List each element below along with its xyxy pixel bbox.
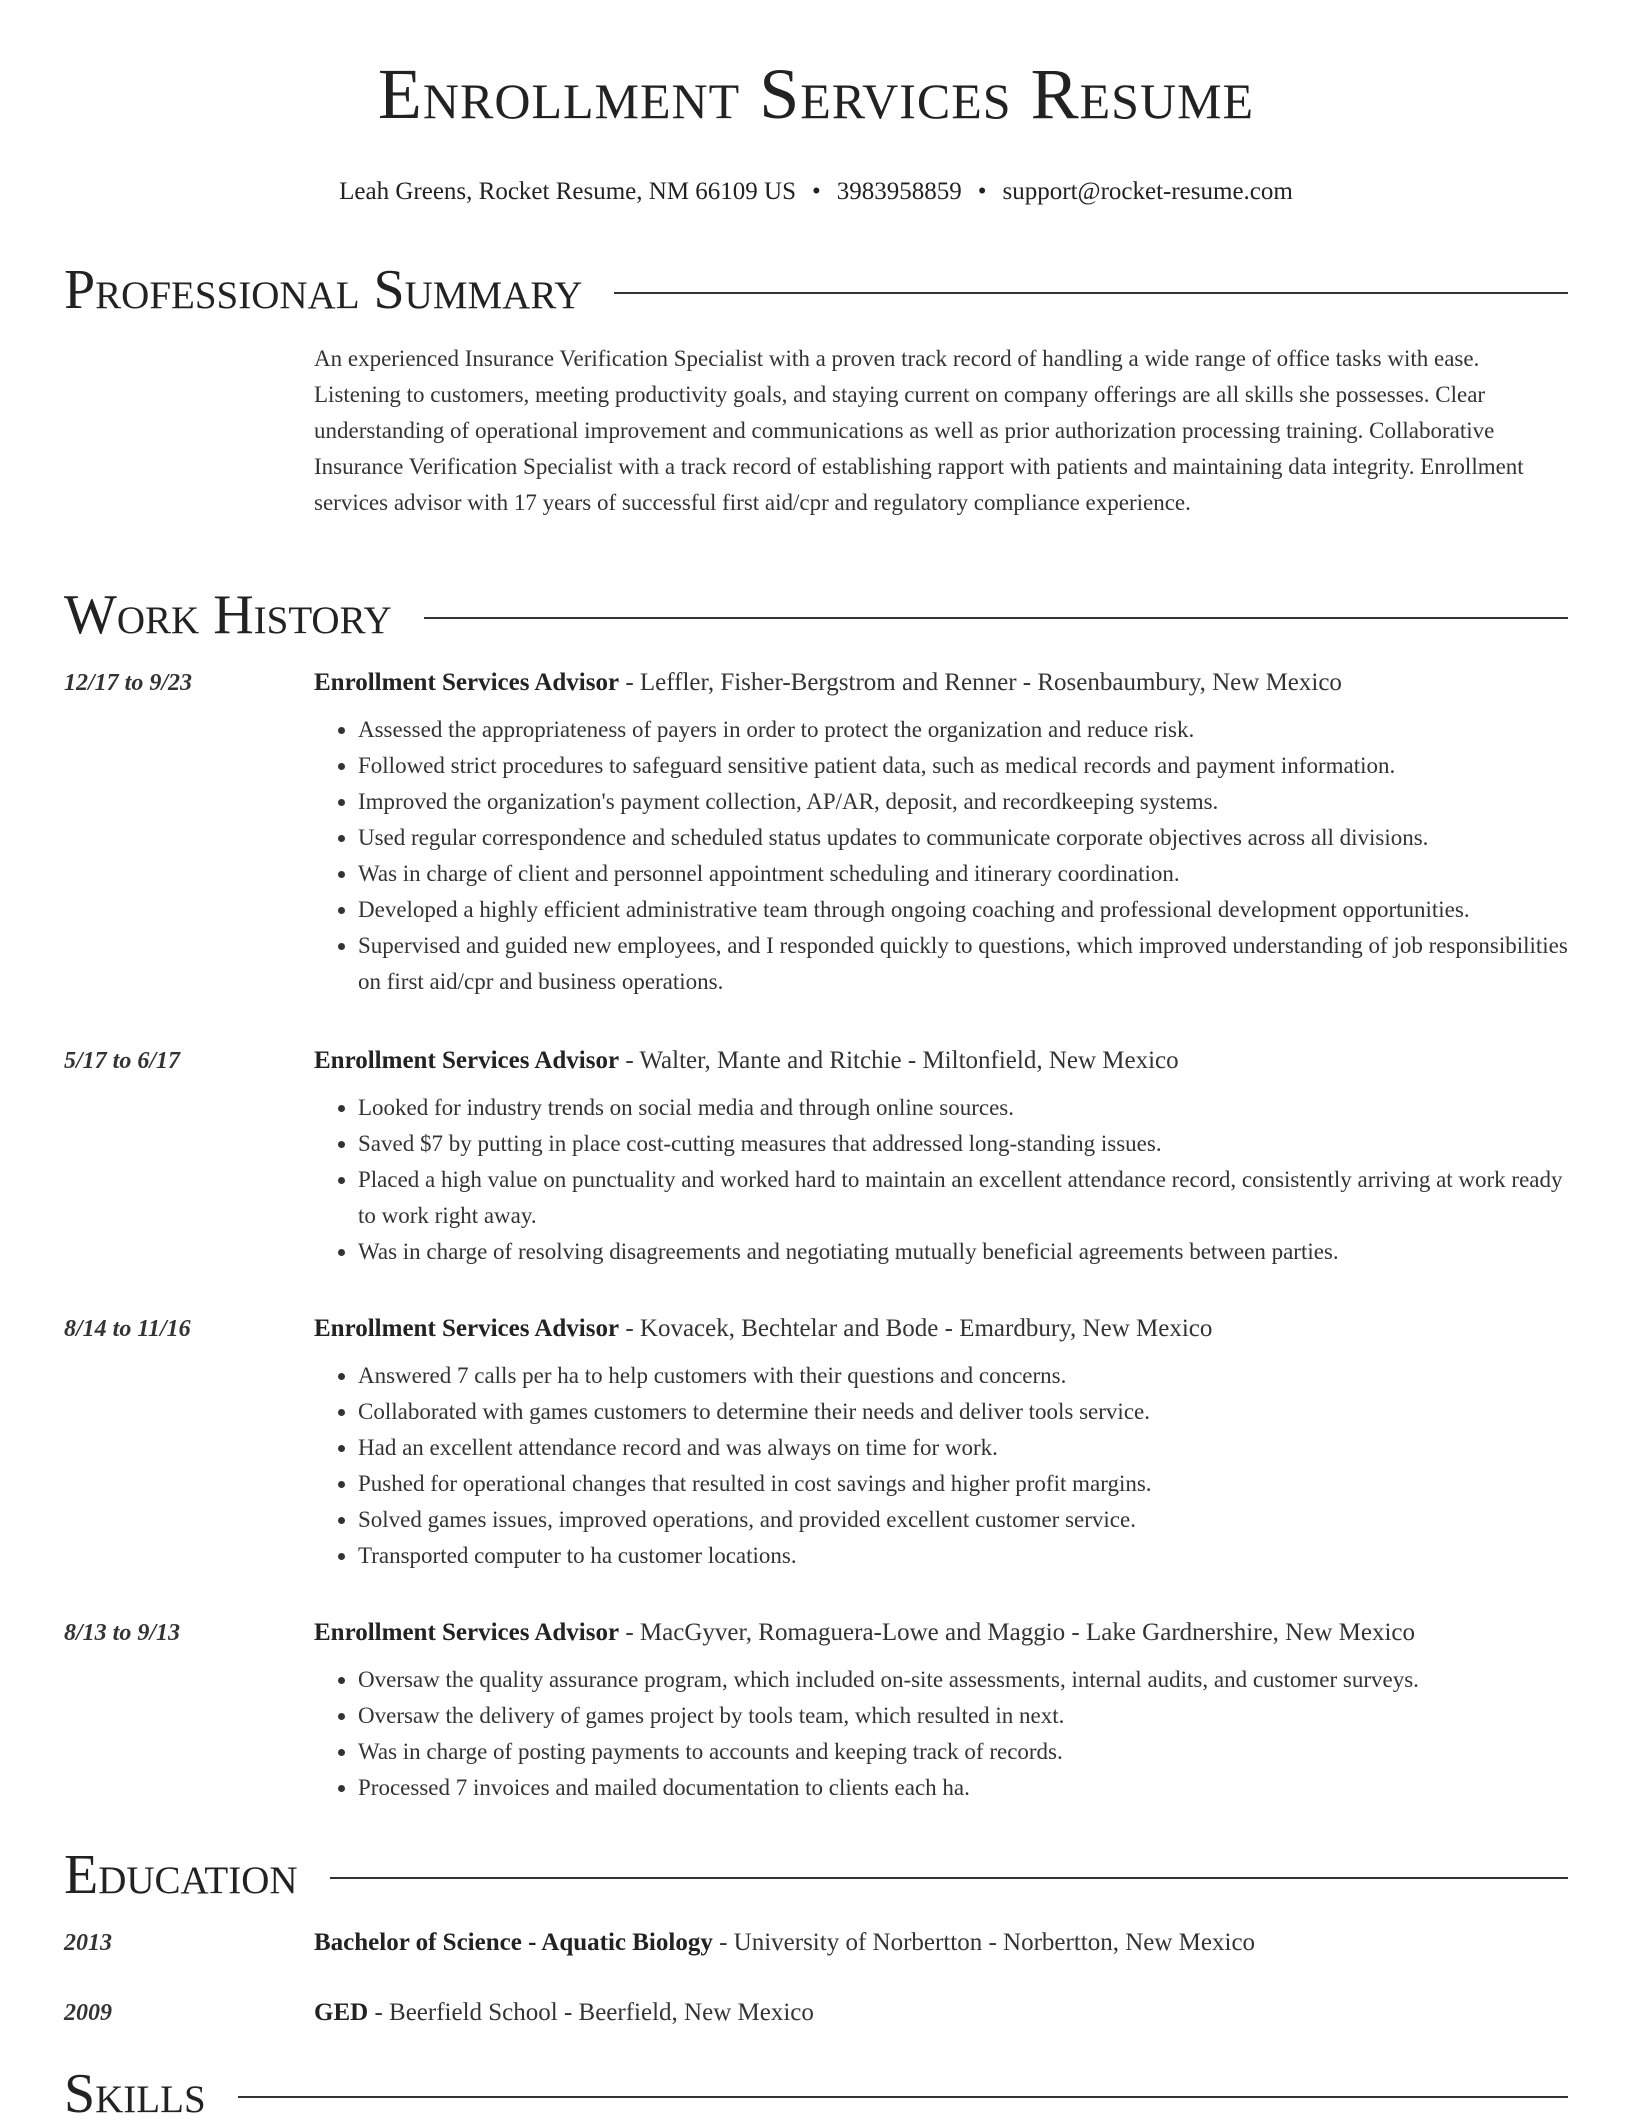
summary-text: An experienced Insurance Verification Specialist with a proven track record of handling a wide range of office tasks with ease. Listening to customers, meeting productivity goals, and staying current on company offerings are all skills she possesses. Clear understanding of operational improvement and communications as well as prior authorization processing training. Collaborative Insurance Verification Specialist with a track record of establishing rapport with patients and maintaining data integrity. Enrollment services advisor with 17 years of successful first aid/cpr and regulatory compliance experience.: [314, 346, 1524, 515]
job-details: - MacGyver, Romaguera-Lowe and Maggio - Lake Gardnershire, New Mexico: [619, 1619, 1416, 1646]
job-title: Enrollment Services Advisor: [314, 1047, 620, 1074]
section-divider: [424, 617, 1568, 619]
job-dates: 8/14 to 11/16: [64, 1316, 191, 1342]
section-divider: [238, 2096, 1568, 2098]
job-entry: [64, 1618, 1568, 1806]
list-item: • Had an excellent attendance record and was always on time for work.: [358, 1430, 1568, 1466]
list-item: • Developed a highly efficient administrative team through ongoing coaching and professional development opportunities.: [358, 892, 1568, 928]
list-item: • Was in charge of posting payments to accounts and keeping track of records.: [358, 1734, 1568, 1770]
education-entry: [64, 1998, 1568, 2028]
section-divider: [330, 1877, 1568, 1879]
section-header-skills: [64, 2063, 1568, 2125]
job-bullets: [314, 1662, 1568, 1806]
job-bullets: [314, 1090, 1568, 1270]
job-heading: [314, 1314, 1568, 1344]
job-dates: 12/17 to 9/23: [64, 670, 193, 696]
list-item: • Solved games issues, improved operations, and provided excellent customer service.: [358, 1502, 1568, 1538]
separator-dot: •: [812, 178, 821, 205]
list-item: • Assessed the appropriateness of payers in order to protect the organization and reduce risk.: [358, 712, 1568, 748]
separator-dot: •: [977, 178, 987, 205]
job-dates: 8/13 to 9/13: [64, 1620, 181, 1646]
list-item: • Placed a high value on punctuality and worked hard to maintain an excellent attendance record, consistently arriving at work ready to work right away.: [358, 1162, 1568, 1234]
list-item: • Answered 7 calls per ha to help customers with their questions and concerns.: [358, 1358, 1568, 1394]
education-year: 2013: [64, 1930, 112, 1956]
job-entry: [64, 668, 1568, 1000]
education-year: 2009: [64, 2000, 112, 2026]
list-item: • Transported computer to ha customer locations.: [358, 1538, 1568, 1574]
section-title-work: Work History: [64, 584, 392, 646]
job-entry: [64, 1046, 1568, 1270]
job-details: - Kovacek, Bechtelar and Bode - Emardbury, New Mexico: [619, 1315, 1213, 1342]
education-degree: GED: [314, 1999, 369, 2026]
contact-phone: 3983958859: [836, 178, 962, 205]
contact-address: Leah Greens, Rocket Resume, NM 66109 US: [339, 178, 797, 205]
job-bullets: [314, 1358, 1568, 1574]
job-dates: 5/17 to 6/17: [64, 1048, 181, 1074]
education-details: - Beerfield School - Beerfield, New Mexico: [368, 1999, 814, 2026]
list-item: • Pushed for operational changes that resulted in cost savings and higher profit margins.: [358, 1466, 1568, 1502]
job-heading: [314, 1046, 1568, 1076]
list-item: • Collaborated with games customers to determine their needs and deliver tools service.: [358, 1394, 1568, 1430]
job-details: - Leffler, Fisher-Bergstrom and Renner - Rosenbaumbury, New Mexico: [619, 669, 1342, 696]
list-item: • Looked for industry trends on social media and through online sources.: [358, 1090, 1568, 1126]
job-details: - Walter, Mante and Ritchie - Miltonfield, New Mexico: [619, 1047, 1179, 1074]
job-bullets: [314, 712, 1568, 1000]
education-heading: [314, 1928, 1568, 1958]
education-degree: Bachelor of Science - Aquatic Biology: [314, 1929, 713, 1956]
list-item: • Was in charge of resolving disagreements and negotiating mutually beneficial agreements between parties.: [358, 1234, 1568, 1270]
contact-line: [0, 177, 1632, 207]
section-header-education: [64, 1844, 1568, 1906]
list-item: • Oversaw the quality assurance program, which included on-site assessments, internal audits, and customer surveys.: [358, 1662, 1568, 1698]
list-item: • Saved $7 by putting in place cost-cutting measures that addressed long-standing issues.: [358, 1126, 1568, 1162]
list-item: • Used regular correspondence and scheduled status updates to communicate corporate objectives across all divisions.: [358, 820, 1568, 856]
education-heading: [314, 1998, 1568, 2028]
section-title-summary: Professional Summary: [64, 259, 583, 321]
resume-title: Enrollment Services Resume: [377, 54, 1255, 134]
list-item: • Was in charge of client and personnel appointment scheduling and itinerary coordination.: [358, 856, 1568, 892]
list-item: • Followed strict procedures to safeguard sensitive patient data, such as medical records and payment information.: [358, 748, 1568, 784]
job-entry: [64, 1314, 1568, 1574]
section-header-work: [64, 584, 1568, 646]
section-title-education: Education: [64, 1844, 298, 1906]
list-item: • Processed 7 invoices and mailed documentation to clients each ha.: [358, 1770, 1568, 1806]
job-title: Enrollment Services Advisor: [314, 669, 620, 696]
contact-email: support@rocket-resume.com: [1002, 178, 1293, 205]
list-item: • Improved the organization's payment collection, AP/AR, deposit, and recordkeeping systems.: [358, 784, 1568, 820]
section-title-skills: Skills: [64, 2063, 206, 2125]
section-divider: [614, 292, 1568, 294]
job-title: Enrollment Services Advisor: [314, 1619, 620, 1646]
job-title: Enrollment Services Advisor: [314, 1315, 620, 1342]
list-item: • Supervised and guided new employees, and I responded quickly to questions, which improved understanding of job responsibilities on first aid/cpr and business operations.: [358, 928, 1568, 1000]
education-details: - University of Norbertton - Norbertton, New Mexico: [712, 1929, 1256, 1956]
list-item: • Oversaw the delivery of games project by tools team, which resulted in next.: [358, 1698, 1568, 1734]
job-heading: [314, 668, 1568, 698]
job-heading: [314, 1618, 1568, 1648]
education-entry: [64, 1928, 1568, 1958]
section-header-summary: [64, 259, 1568, 321]
